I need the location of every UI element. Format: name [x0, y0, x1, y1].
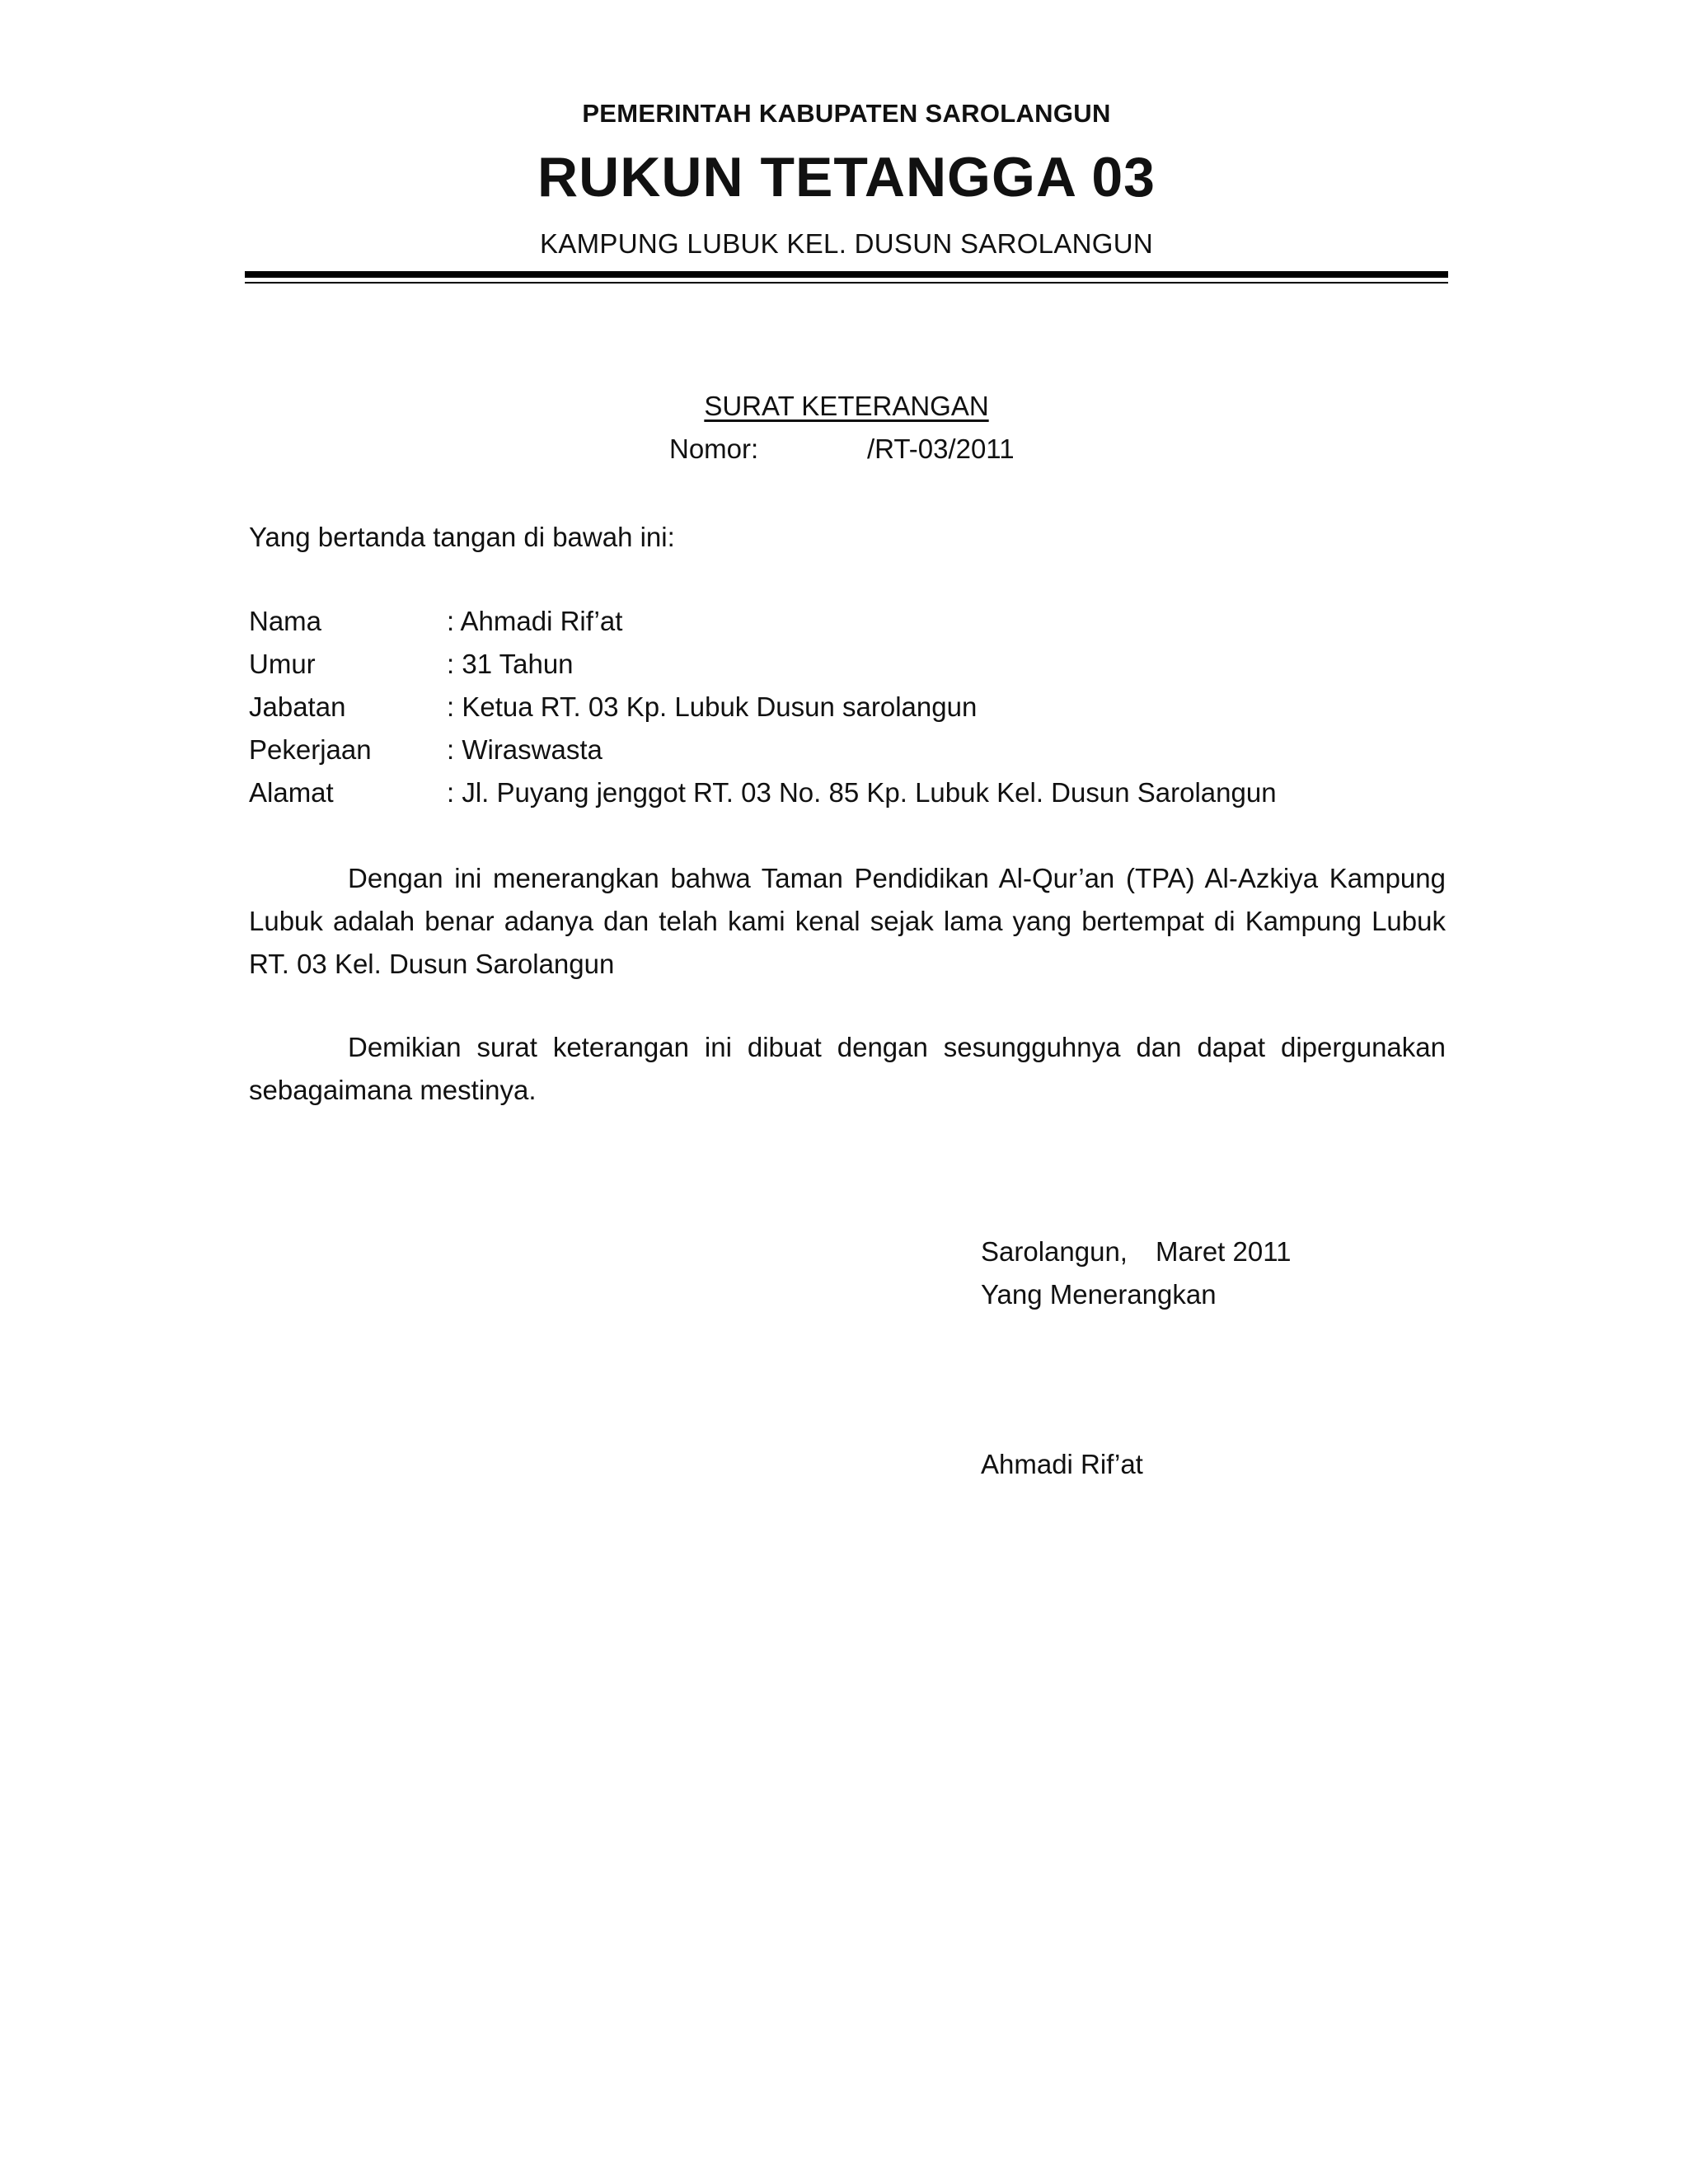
document-number-value: /RT-03/2011 — [867, 434, 1015, 464]
letterhead-divider-thin — [245, 282, 1448, 284]
field-value: : 31 Tahun — [447, 649, 574, 679]
field-label: Alamat — [249, 777, 334, 808]
signature-name: Ahmadi Rif’at — [981, 1449, 1143, 1479]
field-value: : Wiraswasta — [447, 734, 603, 765]
field-value: : Ketua RT. 03 Kp. Lubuk Dusun sarolangun — [447, 691, 978, 722]
signature-place: Sarolangun, — [981, 1236, 1128, 1267]
body-paragraph-closing: Demikian surat keterangan ini dibuat dengan sesungguhnya dan dapat dipergunakan sebagaimana mestinya. — [249, 1032, 1446, 1105]
organization-address: KAMPUNG LUBUK KEL. DUSUN SAROLANGUN — [540, 228, 1153, 259]
field-label: Umur — [249, 649, 316, 679]
field-label: Jabatan — [249, 691, 346, 722]
intro-text: Yang bertanda tangan di bawah ini: — [249, 522, 675, 552]
letterhead-divider-thick — [245, 271, 1448, 278]
signature-role: Yang Menerangkan — [981, 1279, 1217, 1310]
field-label: Pekerjaan — [249, 734, 372, 765]
field-value: : Ahmadi Rif’at — [447, 606, 623, 636]
signature-date: Maret 2011 — [1156, 1236, 1292, 1267]
field-value: : Jl. Puyang jenggot RT. 03 No. 85 Kp. Lubuk Kel. Dusun Sarolangun — [447, 777, 1277, 808]
document-title: SURAT KETERANGAN — [704, 391, 989, 421]
body-paragraph-statement: Dengan ini menerangkan bahwa Taman Pendidikan Al-Qur’an (TPA) Al-Azkiya Kampung Lubuk adalah benar adanya dan telah kami kenal sejak lama yang bertempat di Kampung Lubuk RT. 03 Kel. Dusun Sarolangun — [249, 863, 1446, 979]
organization-name: RUKUN TETANGGA 03 — [537, 146, 1156, 209]
document-number-label: Nomor: — [669, 434, 759, 464]
government-name: PEMERINTAH KABUPATEN SAROLANGUN — [582, 99, 1111, 128]
field-label: Nama — [249, 606, 322, 636]
